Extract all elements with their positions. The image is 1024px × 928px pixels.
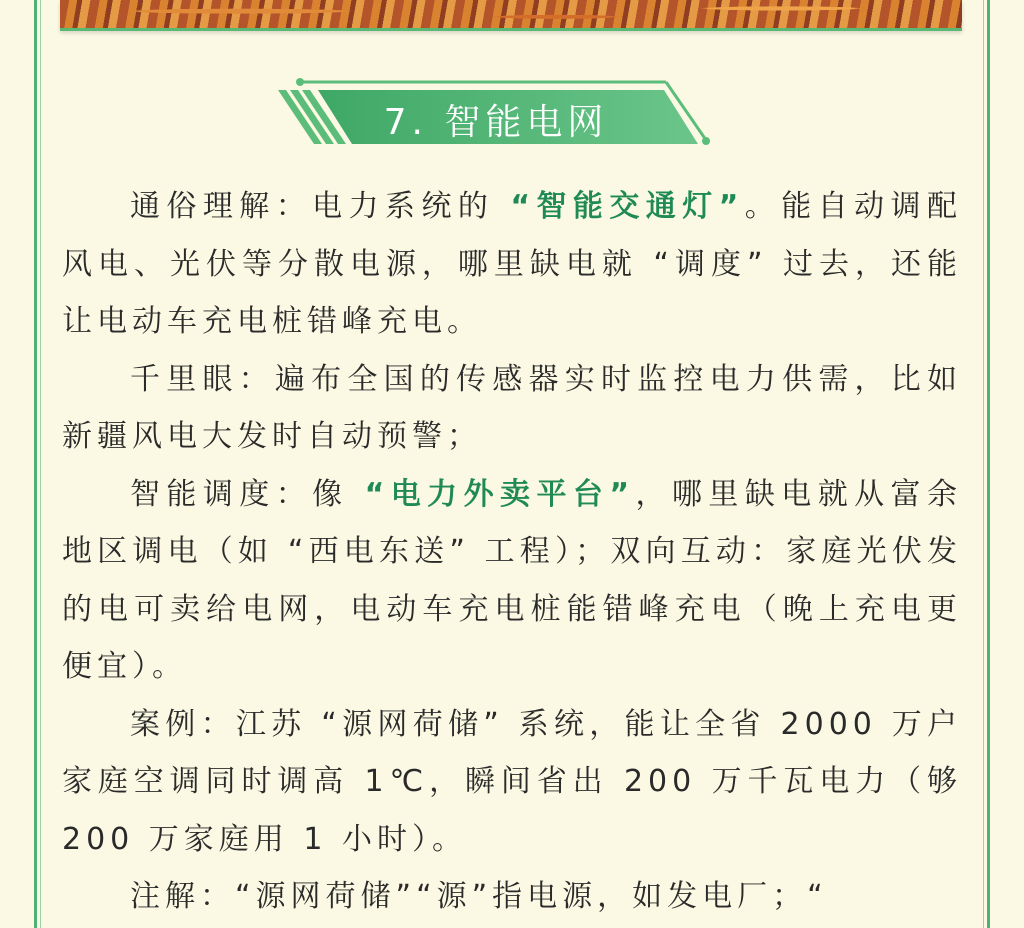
section-title: 7. 智能电网 [383, 102, 609, 143]
paragraph-smart-dispatch [62, 466, 962, 696]
paragraph-monitoring: 千里眼：遍布全国的传感器实时监控电力供需，比如新疆风电大发时自动预警； [62, 361, 962, 454]
article-body [62, 178, 962, 926]
paragraph-text: 智能调度：像 [130, 476, 365, 512]
autumn-leaves-photo [60, 0, 962, 31]
paragraph-text: 通俗理解：电力系统的 [130, 189, 511, 224]
paragraph-case-study: 案例：江苏 “源网荷储” 系统，能让全省 2000 万户家庭空调同时调高 1℃，瞬间省出 200 万千瓦电力（够 200 万家庭用 1 小时）。 [62, 706, 962, 857]
section-heading-banner [278, 78, 714, 150]
paragraph-annotation: 注解：“源网荷储”“源”指电源，如发电厂；“ [130, 879, 828, 914]
frame-border-left-inner [40, 0, 41, 928]
paragraph-common-understanding [62, 178, 962, 351]
frame-border-right [987, 0, 990, 928]
paragraph-text: ，哪里缺电就从富余地区调电（如 “西电东送” 工程）；双向互动：家庭光伏发的电可卖给电网，电动车充电桩能错峰充电（晚上充电更便宜）。 [62, 476, 962, 684]
frame-border-left [34, 0, 37, 928]
paragraph-text: 。能自动调配风电、光伏等分散电源，哪里缺电就 “调度” 过去，还能让电动车充电桩错峰充电。 [62, 189, 962, 339]
highlight-power-delivery-platform: “电力外卖平台” [364, 476, 635, 512]
frame-border-right-inner [983, 0, 984, 928]
highlight-smart-traffic-light: “智能交通灯” [510, 189, 744, 224]
